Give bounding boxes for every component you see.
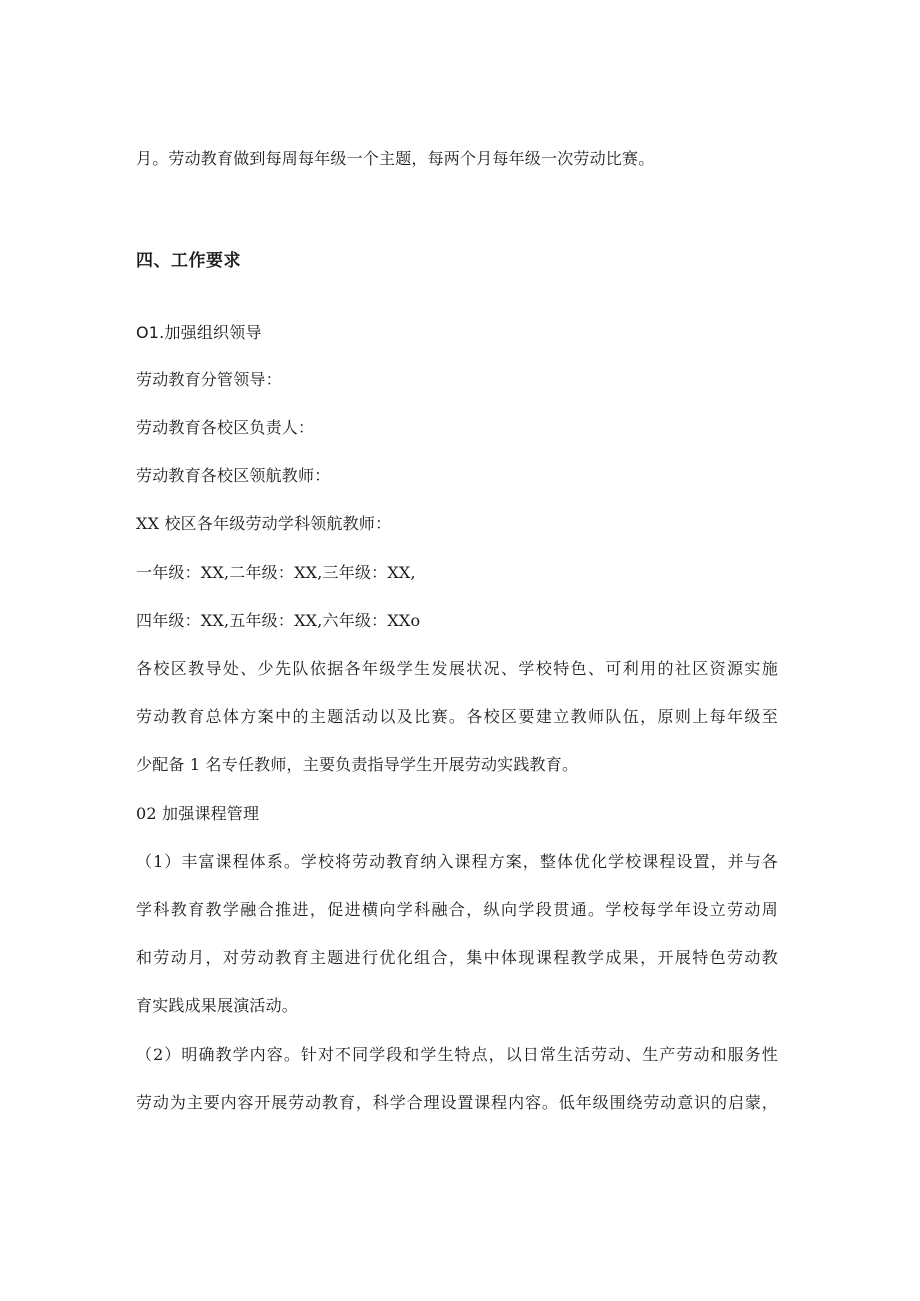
campus-lead-teacher-label: 劳动教育各校区领航教师： [136, 466, 331, 485]
paragraph-line: 育实践成果展演活动。 [136, 996, 299, 1015]
paragraph-line: 少配备 1 名专任教师，主要负责指导学生开展劳动实践教育。 [136, 755, 579, 774]
subsection-heading-curriculum: 02 加强课程管理 [136, 804, 260, 823]
leader-label: 劳动教育分管领导： [136, 370, 282, 389]
paragraph-line: 劳动为主要内容开展劳动教育，科学合理设置课程内容。低年级围绕劳动意识的启蒙， [136, 1093, 778, 1112]
paragraph-line: （2）明确教学内容。针对不同学段和学生特点，以日常生活劳动、生产劳动和服务性 [136, 1045, 778, 1064]
paragraph-continuation: 月。劳动教育做到每周每年级一个主题，每两个月每年级一次劳动比赛。 [136, 149, 655, 168]
paragraph-line: 劳动教育总体方案中的主题活动以及比赛。各校区要建立教师队伍，原则上每年级至 [136, 707, 778, 726]
paragraph-line: （1）丰富课程体系。学校将劳动教育纳入课程方案，整体优化学校课程设置，并与各 [136, 852, 778, 871]
paragraph-line: 各校区教导处、少先队依据各年级学生发展状况、学校特色、可利用的社区资源实施 [136, 659, 778, 678]
grade-lead-teachers-label: XX 校区各年级劳动学科领航教师： [136, 514, 392, 533]
campus-principal-label: 劳动教育各校区负责人： [136, 418, 315, 437]
section-heading: 四、工作要求 [136, 251, 241, 271]
paragraph-line: 和劳动月，对劳动教育主题进行优化组合，集中体现课程教学成果，开展特色劳动教 [136, 948, 778, 967]
subsection-heading-organization: O1.加强组织领导 [136, 323, 262, 342]
grade-teachers-line-1: 一年级：XX,二年级：XX,三年级：XX, [136, 563, 416, 582]
paragraph-line: 学科教育教学融合推进，促进横向学科融合，纵向学段贯通。学校每学年设立劳动周 [136, 900, 778, 919]
grade-teachers-line-2: 四年级：XX,五年级：XX,六年级：XXo [136, 611, 421, 630]
